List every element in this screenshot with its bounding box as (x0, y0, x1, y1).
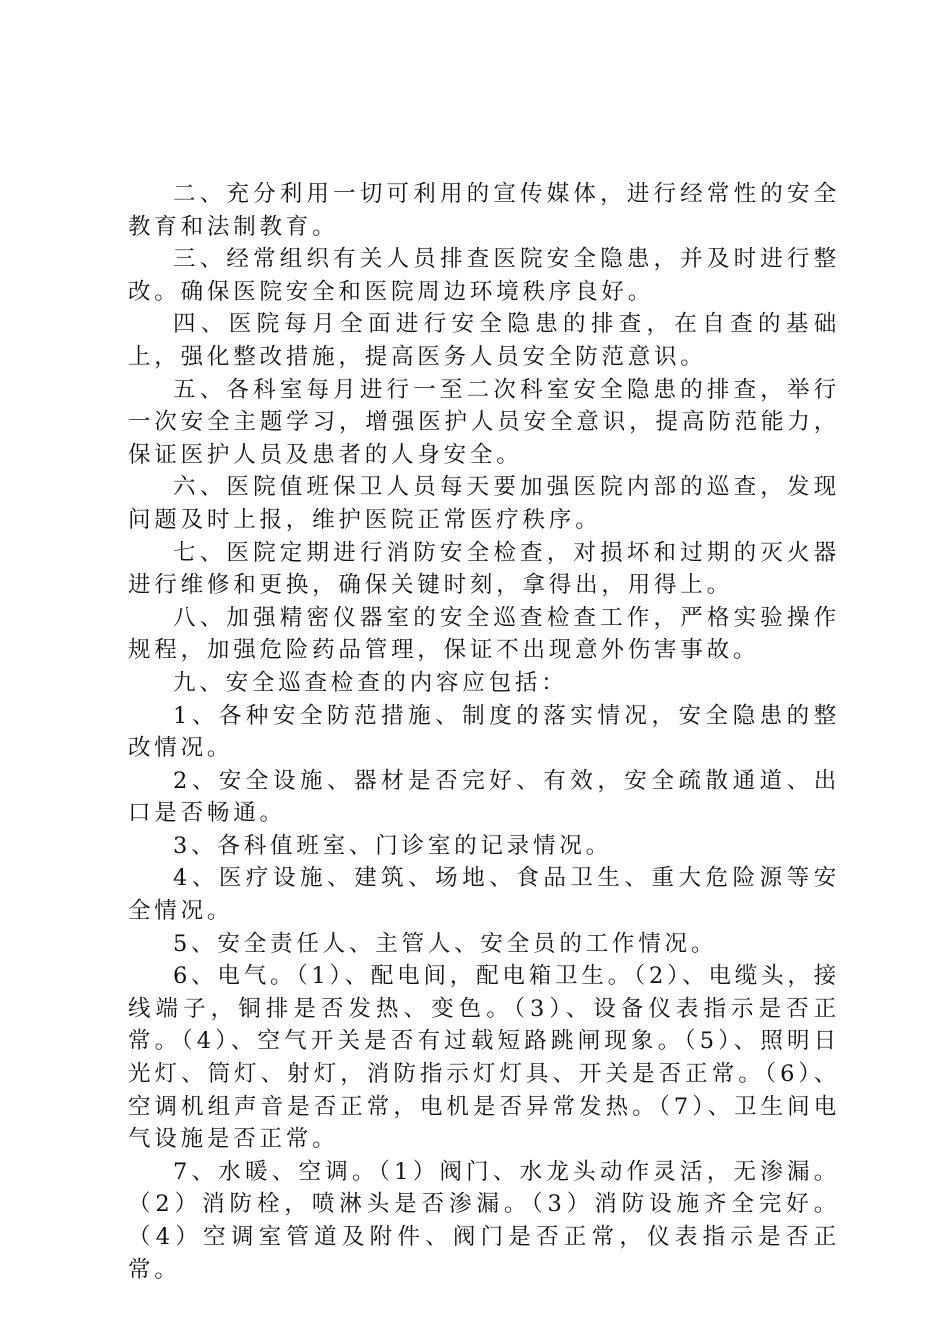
paragraph-2: 二、充分利用一切可利用的宣传媒体，进行经常性的安全教育和法制教育。 (128, 181, 840, 240)
paragraph-6: 六、医院值班保卫人员每天要加强医院内部的巡查，发现问题及时上报，维护医院正常医疗秩序。 (128, 474, 840, 533)
list-item-4: 4、医疗设施、建筑、场地、食品卫生、重大危险源等安全情况。 (128, 865, 840, 925)
paragraph-5: 五、各科室每月进行一至二次科室安全隐患的排查，举行一次安全主题学习，增强医护人员安全意识，提高防范能力，保证医护人员及患者的人身安全。 (128, 376, 840, 468)
list-item-6: 6、电气。（1）、配电间，配电箱卫生。（2）、电缆头，接线端子，铜排是否发热、变色。（3）、设备仪表指示是否正常。（4）、空气开关是否有过载短路跳闸现象。（5）、照明日光灯、筒灯、射灯，消防指示灯灯具、开关是否正常。（6）、空调机组声音是否正常，电机是否异常发热。（7）、卫生间电气设施是否正常。 (128, 963, 840, 1153)
paragraph-8: 八、加强精密仪器室的安全巡查检查工作，严格实验操作规程，加强危险药品管理，保证不出现意外伤害事故。 (128, 604, 840, 664)
paragraph-7: 七、医院定期进行消防安全检查，对损坏和过期的灭火器进行维修和更换，确保关键时刻，拿得出，用得上。 (128, 539, 840, 599)
paragraph-3: 三、经常组织有关人员排查医院安全隐患，并及时进行整改。确保医院安全和医院周边环境秩序良好。 (128, 246, 840, 305)
list-item-3: 3、各科值班室、门诊室的记录情况。 (173, 832, 612, 859)
document-body (128, 178, 840, 1286)
paragraph-9: 九、安全巡查检查的内容应包括： (173, 669, 568, 696)
list-item-5: 5、安全责任人、主管人、安全员的工作情况。 (173, 930, 718, 957)
list-item-1: 1、各种安全防范措施、制度的落实情况，安全隐患的整改情况。 (128, 702, 840, 762)
list-item-7: 7、水暖、空调。（1）阀门、水龙头动作灵活，无渗漏。（2）消防栓，喷淋头是否渗漏。（3）消防设施齐全完好。（4）空调室管道及附件、阀门是否正常，仪表指示是否正常。 (128, 1158, 840, 1283)
list-item-2: 2、安全设施、器材是否完好、有效，安全疏散通道、出口是否畅通。 (128, 767, 840, 827)
paragraph-4: 四、医院每月全面进行安全隐患的排查，在自查的基础上，强化整改措施，提高医务人员安全防范意识。 (128, 311, 840, 370)
